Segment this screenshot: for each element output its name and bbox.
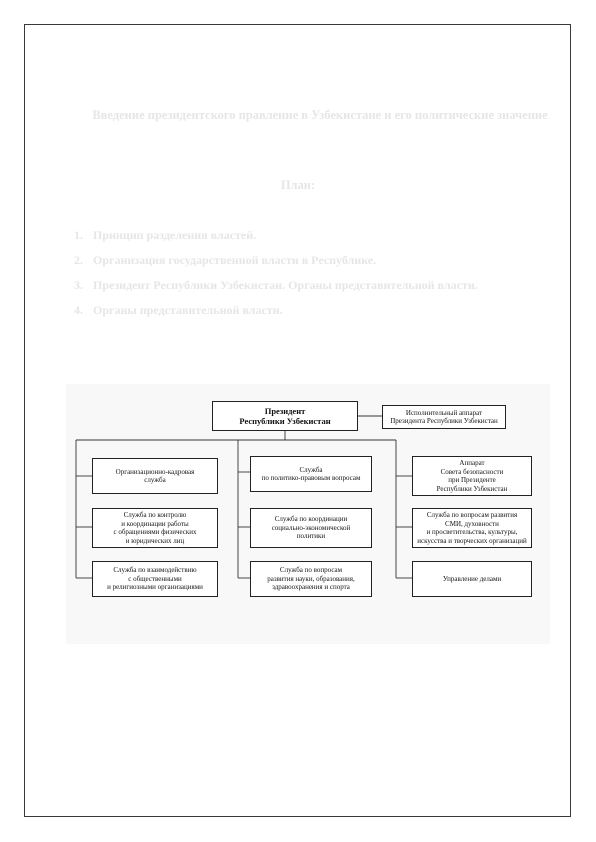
plan-item-text: Принцип разделения властей.	[93, 228, 257, 242]
org-unit-box: Служба по координации социально-экономической политики	[250, 508, 372, 548]
plan-item-text: Организация государственной власти в Республике.	[93, 253, 377, 267]
plan-item-number: 3.	[74, 278, 83, 292]
org-unit-box: Аппарат Совета безопасности при Президенте Республики Узбекистан	[412, 456, 532, 496]
org-unit-box: Служба по вопросам развития науки, образования, здравоохранения и спорта	[250, 561, 372, 597]
plan-item-number: 1.	[74, 228, 83, 242]
document-title: Введение президентского правление в Узбекистане и его политические значение	[92, 108, 548, 122]
president-box: Президент Республики Узбекистан	[212, 401, 358, 431]
org-unit-box: Организационно-кадровая служба	[92, 458, 218, 494]
executive-apparatus-box: Исполнительный аппарат Президента Республики Узбекистан	[382, 405, 506, 429]
org-unit-box: Служба по политико-правовым вопросам	[250, 456, 372, 492]
plan-item-text: Органы представительной власти.	[93, 303, 283, 317]
plan-item-text: Президент Республики Узбекистан. Органы представительной власти.	[93, 278, 478, 292]
plan-item-number: 2.	[74, 253, 83, 267]
plan-heading: План:	[280, 178, 316, 192]
org-unit-box: Управление делами	[412, 561, 532, 597]
org-unit-box: Служба по контролю и координации работы с обращениями физических и юридических лиц	[92, 508, 218, 548]
plan-item-number: 4.	[74, 303, 83, 317]
org-unit-box: Служба по вопросам развития СМИ, духовности и просветительства, культуры, искусства и творческих организаций	[412, 508, 532, 548]
org-unit-box: Служба по взаимодействию с общественными и религиозными организациями	[92, 561, 218, 597]
